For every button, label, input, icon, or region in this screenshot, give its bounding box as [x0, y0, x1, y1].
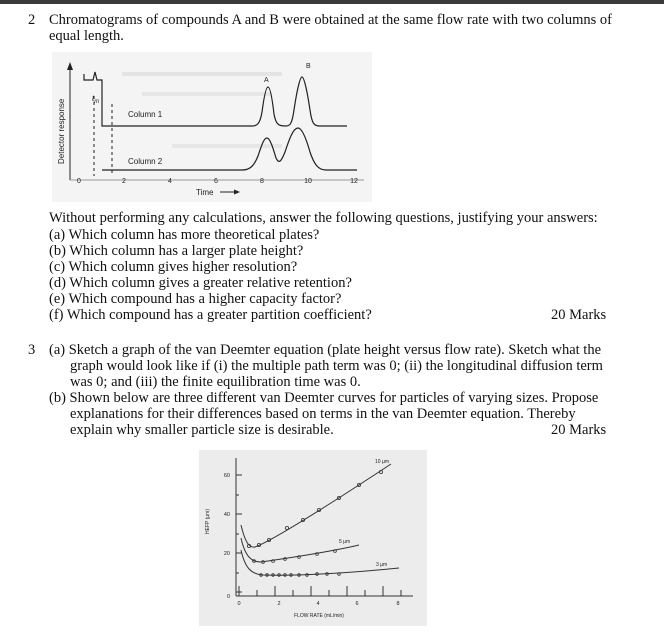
- x-tick-10: 10: [304, 178, 312, 185]
- question-3a-line-2: graph would look like if (i) the multiple path term was 0; (ii) the longitudinal diffusion term: [70, 358, 603, 374]
- y-tick-40: 40: [223, 512, 230, 518]
- y-tick-60: 60: [223, 473, 230, 479]
- question-3b-line-1: (b) Shown below are three different van Deemter curves for particles of varying sizes. Propose: [49, 390, 599, 406]
- question-2-line-2: equal length.: [49, 28, 124, 44]
- van-deemter-background: [199, 450, 427, 626]
- fr-tick-8: 8: [396, 601, 400, 607]
- chromatogram-y-label: Detector response: [57, 98, 66, 164]
- question-2-item-b: (b) Which column has a larger plate height?: [49, 243, 304, 259]
- chromatogram-figure: [52, 52, 372, 202]
- label-10um: 10 µm: [375, 459, 389, 465]
- x-tick-12: 12: [350, 178, 358, 185]
- label-3um: 3 µm: [376, 562, 388, 568]
- van-deemter-figure: [199, 450, 427, 626]
- question-3b-line-2: explanations for their differences based on terms in the van Deemter equation. Thereby: [70, 406, 576, 422]
- question-2-item-a: (a) Which column has more theoretical plates?: [49, 227, 320, 243]
- x-tick-8: 8: [260, 178, 264, 185]
- y-tick-20: 20: [223, 551, 230, 557]
- question-3-number: 3: [28, 342, 36, 358]
- question-2-item-c: (c) Which column gives higher resolution?: [49, 259, 298, 275]
- question-3a-line-1: (a) Sketch a graph of the van Deemter equation (plate height versus flow rate). Sketch what the: [49, 342, 602, 358]
- x-tick-4: 4: [168, 178, 172, 185]
- question-2-item-f: (f) Which compound has a greater partition coefficient?: [49, 307, 372, 323]
- question-2-marks: 20 Marks: [551, 307, 607, 323]
- chromatogram-x-label: Time: [196, 188, 214, 197]
- question-2-number: 2: [28, 12, 36, 28]
- question-2-item-e: (e) Which compound has a higher capacity factor?: [49, 291, 342, 307]
- question-3b-line-3: explain why smaller particle size is desirable.: [70, 422, 334, 438]
- y-tick-0: 0: [226, 594, 230, 600]
- column-1-label: Column 1: [128, 110, 163, 119]
- peak-b-label: B: [306, 63, 311, 70]
- question-2-line-1: Chromatograms of compounds A and B were obtained at the same flow rate with two columns of: [49, 12, 612, 28]
- tm-label: $t_m$: [92, 94, 100, 105]
- label-5um: 5 µm: [339, 539, 351, 545]
- question-3-marks: 20 Marks: [551, 422, 607, 438]
- fr-tick-4: 4: [316, 601, 320, 607]
- x-tick-6: 6: [214, 178, 218, 185]
- x-tick-2: 2: [122, 178, 126, 185]
- question-2-item-d: (d) Which column gives a greater relative retention?: [49, 275, 352, 291]
- question-2-intro: Without performing any calculations, answer the following questions, justifying your answers:: [49, 210, 598, 226]
- fr-tick-6: 6: [355, 601, 359, 607]
- fr-tick-0: 0: [237, 601, 241, 607]
- van-deemter-y-label: HEFP (µm): [205, 508, 211, 534]
- fr-tick-2: 2: [277, 601, 281, 607]
- column-2-label: Column 2: [128, 157, 163, 166]
- question-3a-line-3: was 0; and (iii) the finite equilibration time was 0.: [70, 374, 361, 390]
- van-deemter-x-label: FLOW RATE (mL/min): [294, 613, 344, 619]
- top-bar: [0, 0, 664, 4]
- x-tick-0: 0: [77, 178, 81, 185]
- peak-a-label: A: [264, 77, 269, 84]
